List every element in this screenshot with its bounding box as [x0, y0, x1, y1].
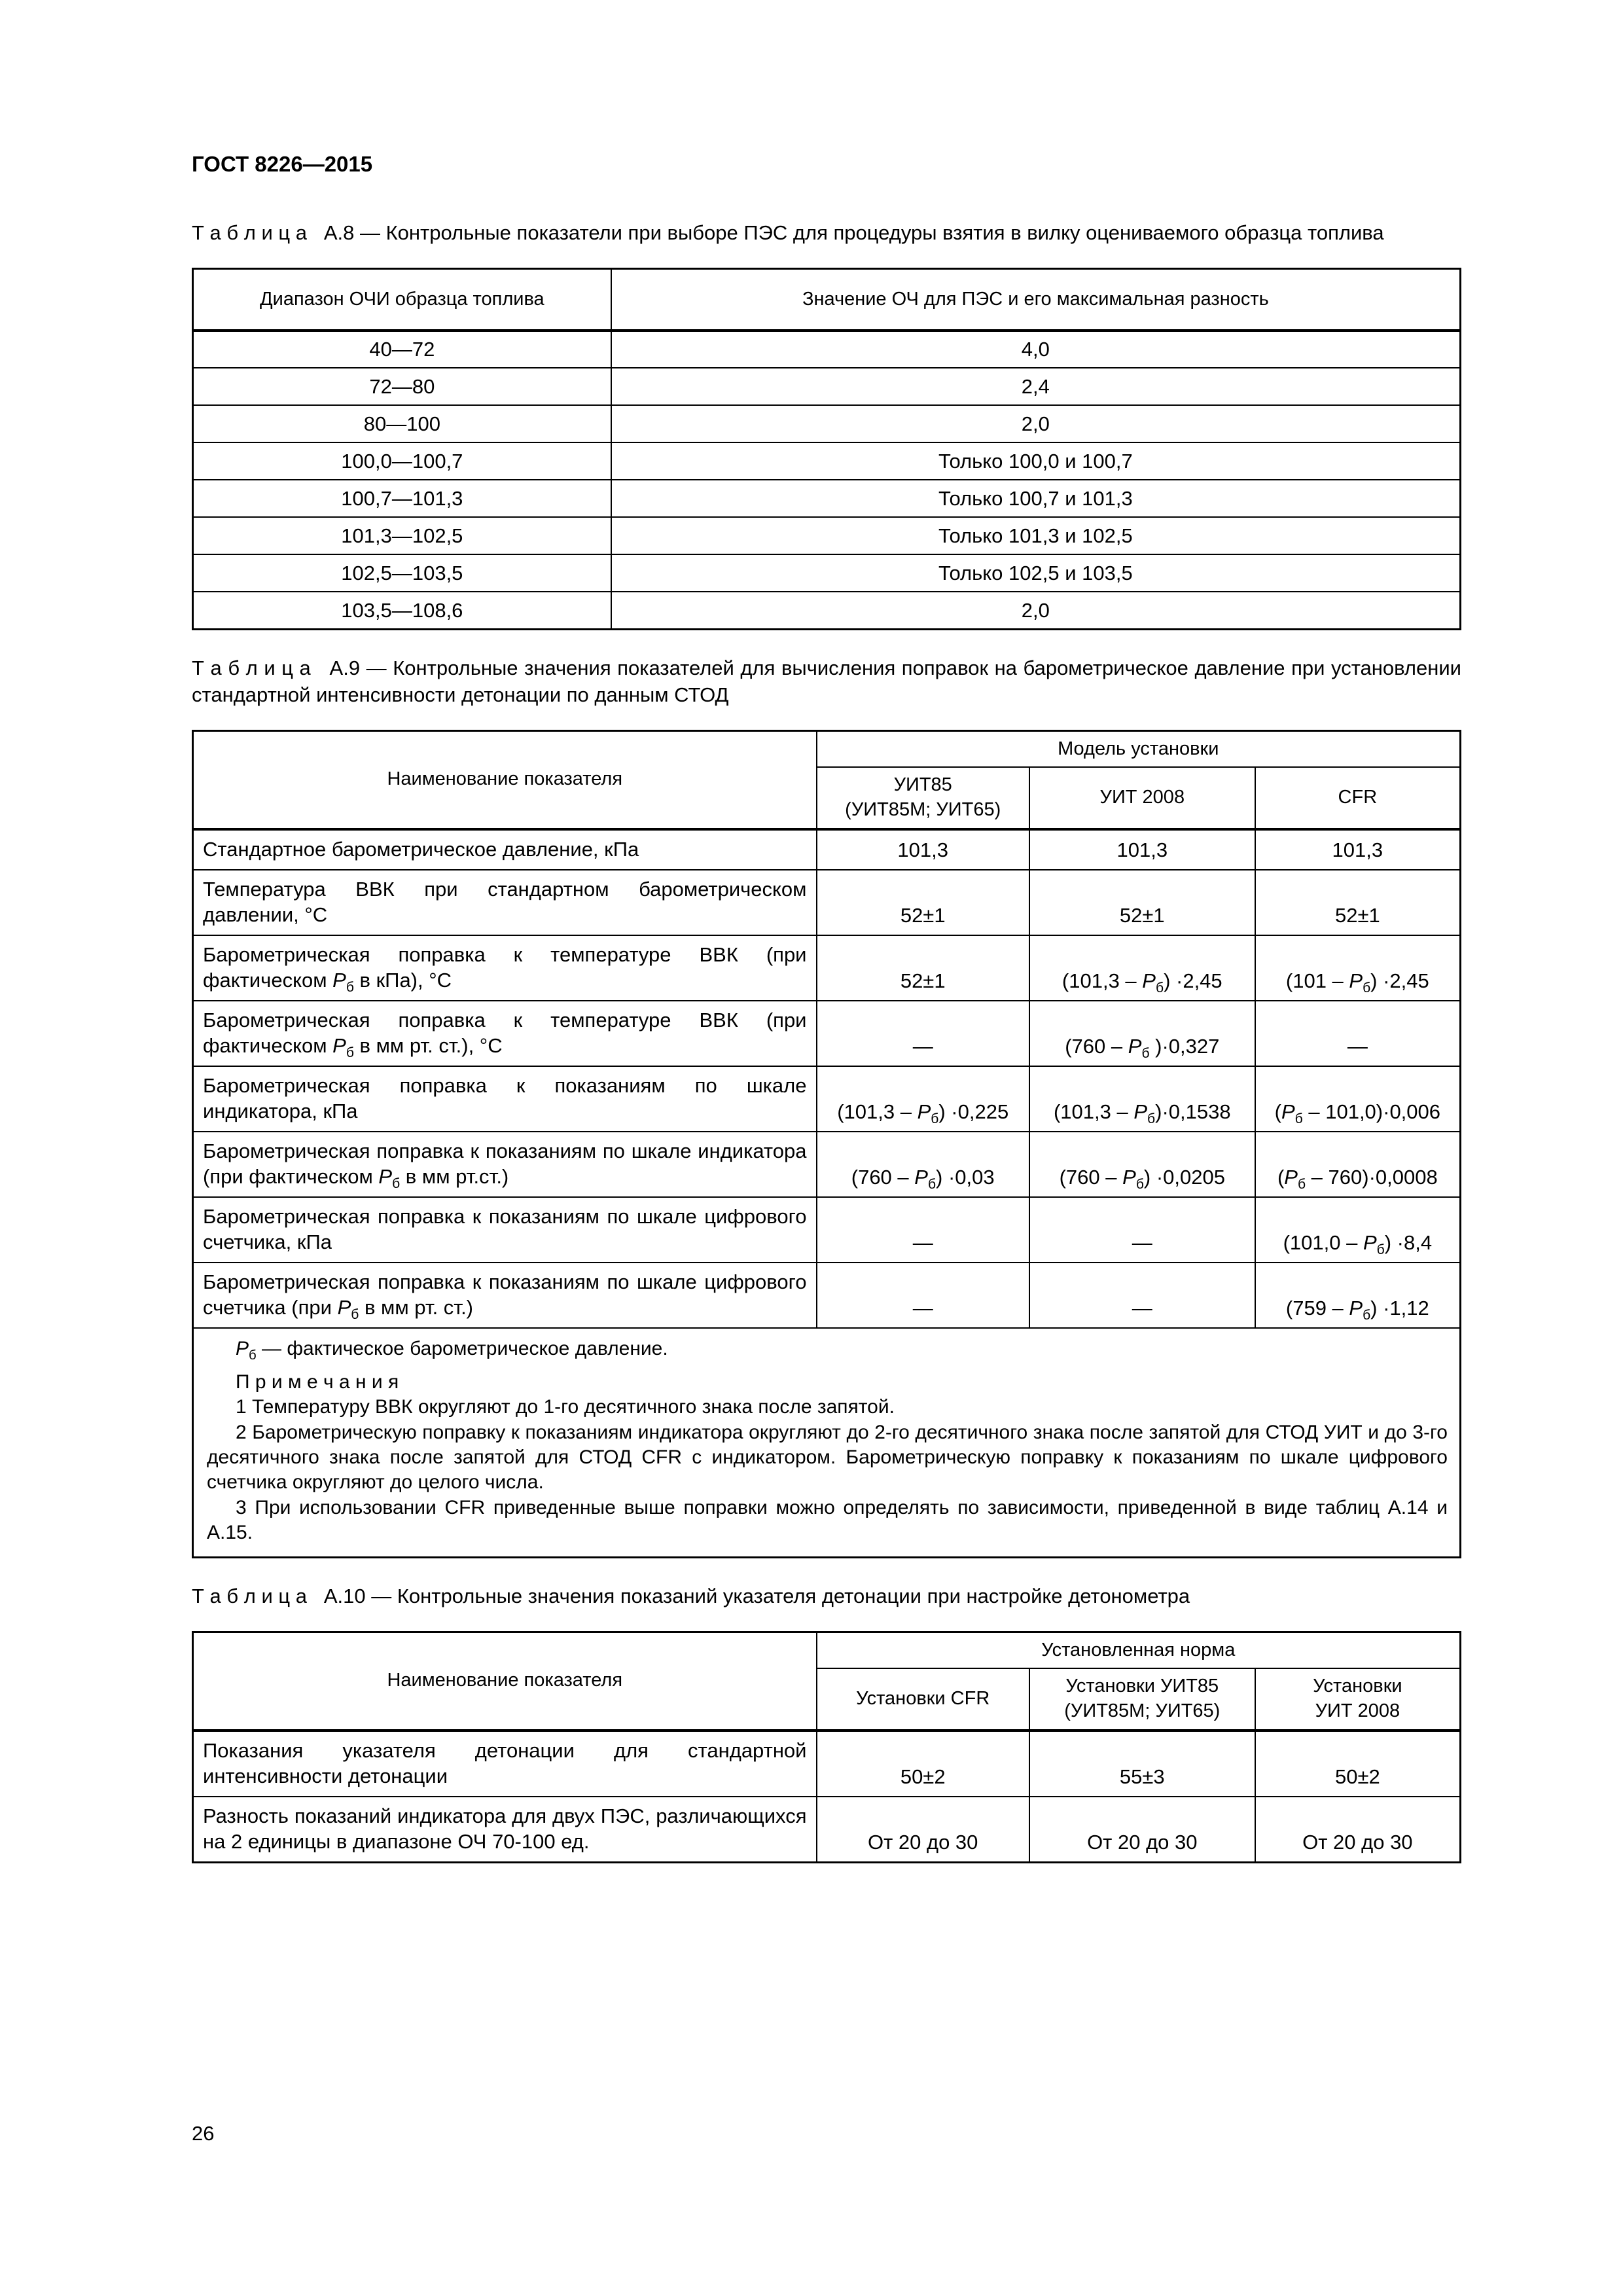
- table-cell: $(760 - P_б) \cdot 0,03$: [817, 1132, 1029, 1197]
- table-cell: Только 100,7 и 101,3: [611, 480, 1461, 517]
- table-a10-caption-label: Т а б л и ц а А.10: [192, 1584, 366, 1607]
- table-cell: $(101 - P_б) \cdot 2,45$: [1255, 935, 1461, 1001]
- table-cell: 101,3: [1029, 829, 1255, 870]
- table-a8-head: [193, 268, 1461, 331]
- table-row: [193, 1001, 1461, 1066]
- row-label: Барометрическая поправка к показаниям по шкале индикатора, кПа: [193, 1066, 817, 1132]
- column-header: Установки УИТ 2008: [1255, 1668, 1461, 1730]
- table-a9-caption: [192, 655, 1461, 709]
- table-a9-caption-label: Т а б л и ц а А.9: [192, 656, 361, 679]
- table-a8-caption-label: Т а б л и ц а А.8: [192, 221, 355, 244]
- table-a10: [192, 1631, 1461, 1863]
- row-label: Температура ВВК при стандартном барометрическом давлении, °С: [193, 870, 817, 935]
- table-cell: 80—100: [193, 405, 611, 442]
- column-header: Установки УИТ85 (УИТ85М; УИТ65): [1029, 1668, 1255, 1730]
- table-row: [193, 331, 1461, 368]
- table-cell: 100,7—101,3: [193, 480, 611, 517]
- table-cell: 55±3: [1029, 1731, 1255, 1797]
- table-cell: Только 100,0 и 100,7: [611, 442, 1461, 480]
- table-a9-header-row-1: [193, 730, 1461, 767]
- table-cell: 72—80: [193, 368, 611, 405]
- row-label: Стандартное барометрическое давление, кПа: [193, 829, 817, 870]
- table-cell: 2,0: [611, 405, 1461, 442]
- table-cell: $(101,0 - P_б) \cdot 8,4$: [1255, 1197, 1461, 1263]
- row-label: Барометрическая поправка к температуре ВВК (при фактическом $P_б$ в кПа), °С: [193, 935, 817, 1001]
- table-a9-head: [193, 730, 1461, 829]
- table-row: [193, 935, 1461, 1001]
- table-a10-caption: [192, 1583, 1461, 1610]
- table-cell: —: [1029, 1197, 1255, 1263]
- column-header: Диапазон ОЧИ образца топлива: [193, 268, 611, 331]
- column-group-header: Установленная норма: [817, 1632, 1461, 1668]
- table-a10-head: [193, 1632, 1461, 1731]
- table-cell: 101,3—102,5: [193, 517, 611, 554]
- table-footnote-row: [193, 1328, 1461, 1557]
- table-row: [193, 517, 1461, 554]
- column-header: CFR: [1255, 767, 1461, 829]
- table-cell: $(101,3 - P_б)\cdot 0,1538$: [1029, 1066, 1255, 1132]
- table-a10-header-row-1: [193, 1632, 1461, 1668]
- table-row: [193, 829, 1461, 870]
- table-cell: 2,4: [611, 368, 1461, 405]
- column-header: УИТ85 (УИТ85М; УИТ65): [817, 767, 1029, 829]
- column-header: Значение ОЧ для ПЭС и его максимальная разность: [611, 268, 1461, 331]
- table-cell: $(P_б - 101,0)\cdot 0,006$: [1255, 1066, 1461, 1132]
- table-cell: 40—72: [193, 331, 611, 368]
- table-a8-caption-text: — Контрольные показатели при выборе ПЭС для процедуры взятия в вилку оцениваемого образца топлива: [360, 221, 1384, 244]
- table-cell: От 20 до 30: [1255, 1797, 1461, 1863]
- table-row: [193, 1066, 1461, 1132]
- table-cell: 52±1: [817, 935, 1029, 1001]
- table-row: [193, 405, 1461, 442]
- table-cell: ($760 - P_б$ )·0,327: [1029, 1001, 1255, 1066]
- table-row: [193, 554, 1461, 592]
- table-row: [193, 870, 1461, 935]
- table-a9-body: [193, 829, 1461, 1329]
- table-cell: Только 102,5 и 103,5: [611, 554, 1461, 592]
- row-label: Разность показаний индикатора для двух ПЭС, различающихся на 2 единицы в диапазоне ОЧ 70-100 ед.: [193, 1797, 817, 1863]
- table-row: [193, 1197, 1461, 1263]
- table-cell: 52±1: [1255, 870, 1461, 935]
- table-row: [193, 1263, 1461, 1328]
- table-cell: $(P_б - 760)\cdot 0,0008$: [1255, 1132, 1461, 1197]
- table-cell: —: [1255, 1001, 1461, 1066]
- footnote: $P_б$ — фактическое барометрическое давление.: [236, 1338, 668, 1363]
- table-cell: 50±2: [817, 1731, 1029, 1797]
- notes-title: П р и м е ч а н и я: [236, 1371, 399, 1393]
- table-cell: 101,3: [1255, 829, 1461, 870]
- table-cell: 102,5—103,5: [193, 554, 611, 592]
- table-footnote-cell: [193, 1328, 1461, 1557]
- table-row: [193, 1797, 1461, 1863]
- row-label: Барометрическая поправка к показаниям по шкале индикатора (при фактическом $P_б$ в мм рт.ст.): [193, 1132, 817, 1197]
- table-cell: От 20 до 30: [1029, 1797, 1255, 1863]
- row-label: Барометрическая поправка к температуре ВВК (при фактическом $P_б$ в мм рт. ст.), °С: [193, 1001, 817, 1066]
- table-cell: 101,3: [817, 829, 1029, 870]
- row-label: Барометрическая поправка к показаниям по шкале цифрового счетчика (при $P_б$ в мм рт. ст.): [193, 1263, 817, 1328]
- table-cell: —: [817, 1001, 1029, 1066]
- table-row: [193, 368, 1461, 405]
- table-row: [193, 480, 1461, 517]
- table-a10-body: [193, 1731, 1461, 1863]
- column-header: Наименование показателя: [193, 730, 817, 829]
- note-1: 1 Температуру ВВК округляют до 1-го десятичного знака после запятой.: [236, 1396, 895, 1418]
- document-title: ГОСТ 8226—2015: [192, 152, 373, 176]
- note-3: 3 При использовании CFR приведенные выше поправки можно определять по зависимости, приведенной в виде таблиц А.14 и А.15.: [207, 1496, 1448, 1544]
- row-label: Барометрическая поправка к показаниям по шкале цифрового счетчика, кПа: [193, 1197, 817, 1263]
- table-a9-foot: [193, 1328, 1461, 1557]
- table-cell: —: [1029, 1263, 1255, 1328]
- note-2: 2 Барометрическую поправку к показаниям индикатора округляют до 2-го десятичного знака после запятой для СТОД УИТ и до 3-го десятичного знака после запятой для СТОД CFR с индикатором. Барометрическую поправку к показаниям по шкале цифрового счетчика округляют до целого числа.: [207, 1421, 1448, 1494]
- table-a8: [192, 268, 1461, 630]
- table-cell: 103,5—108,6: [193, 592, 611, 629]
- table-cell: $(101,3 - P_б) \cdot 2,45$: [1029, 935, 1255, 1001]
- column-header: Установки CFR: [817, 1668, 1029, 1730]
- table-row: [193, 1731, 1461, 1797]
- table-a8-caption: [192, 220, 1461, 247]
- table-cell: 52±1: [1029, 870, 1255, 935]
- table-cell: От 20 до 30: [817, 1797, 1029, 1863]
- table-row: [193, 1132, 1461, 1197]
- table-row: [193, 442, 1461, 480]
- table-row: [193, 592, 1461, 629]
- column-header: Наименование показателя: [193, 1632, 817, 1731]
- page-content: [192, 152, 1461, 1863]
- table-a8-body: [193, 331, 1461, 629]
- table-cell: 100,0—100,7: [193, 442, 611, 480]
- table-cell: 52±1: [817, 870, 1029, 935]
- table-cell: —: [817, 1263, 1029, 1328]
- table-cell: 2,0: [611, 592, 1461, 629]
- table-cell: Только 101,3 и 102,5: [611, 517, 1461, 554]
- table-a8-header-row: [193, 268, 1461, 331]
- table-cell: $(101,3 - P_б) \cdot 0,225$: [817, 1066, 1029, 1132]
- table-cell: $(760 - P_б) \cdot 0,0205$: [1029, 1132, 1255, 1197]
- table-a9: [192, 730, 1461, 1558]
- table-cell: 4,0: [611, 331, 1461, 368]
- table-cell: 50±2: [1255, 1731, 1461, 1797]
- column-header: УИТ 2008: [1029, 767, 1255, 829]
- column-group-header: Модель установки: [817, 730, 1461, 767]
- table-a9-caption-text: — Контрольные значения показателей для вычисления поправок на барометрическое давление при установлении стандартной интенсивности детонации по данным СТОД: [192, 656, 1461, 706]
- table-cell: $(759 - P_б) \cdot 1,12$: [1255, 1263, 1461, 1328]
- row-label: Показания указателя детонации для стандартной интенсивности детонации: [193, 1731, 817, 1797]
- page-number: 26: [192, 2122, 215, 2145]
- table-a10-caption-text: — Контрольные значения показаний указателя детонации при настройке детонометра: [371, 1584, 1190, 1607]
- table-cell: —: [817, 1197, 1029, 1263]
